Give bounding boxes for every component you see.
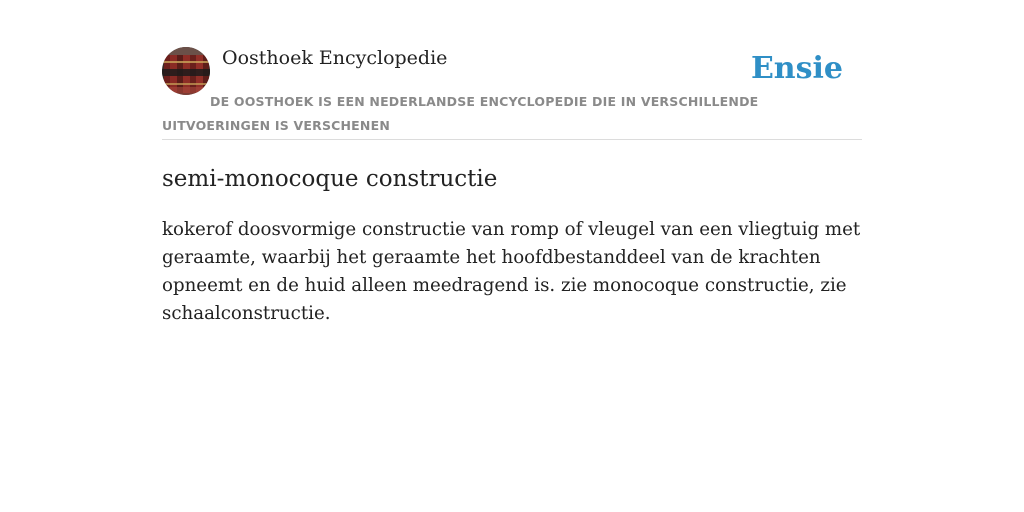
entry-body: kokerof doosvormige constructie van romp of vleugel van een vliegtuig met geraamte, waarbij het geraamte het hoofdbestanddeel van de krachten opneemt en de huid alleen meedragend is. zie monocoque constructie, zie schaalconstructie. bbox=[162, 219, 861, 324]
site-tagline: DE OOSTHOEK IS EEN NEDERLANDSE ENCYCLOPEDIE DIE IN VERSCHILLENDE UITVOERINGEN IS VERSCHENEN bbox=[162, 94, 759, 133]
brand-logo-link[interactable]: Ensie bbox=[750, 51, 843, 86]
site-title[interactable]: Oosthoek Encyclopedie bbox=[222, 47, 448, 69]
encyclopedia-books-icon[interactable] bbox=[162, 47, 210, 95]
entry-title: semi-monocoque constructie bbox=[162, 166, 498, 192]
site-header bbox=[162, 46, 862, 140]
books-image bbox=[162, 47, 210, 95]
